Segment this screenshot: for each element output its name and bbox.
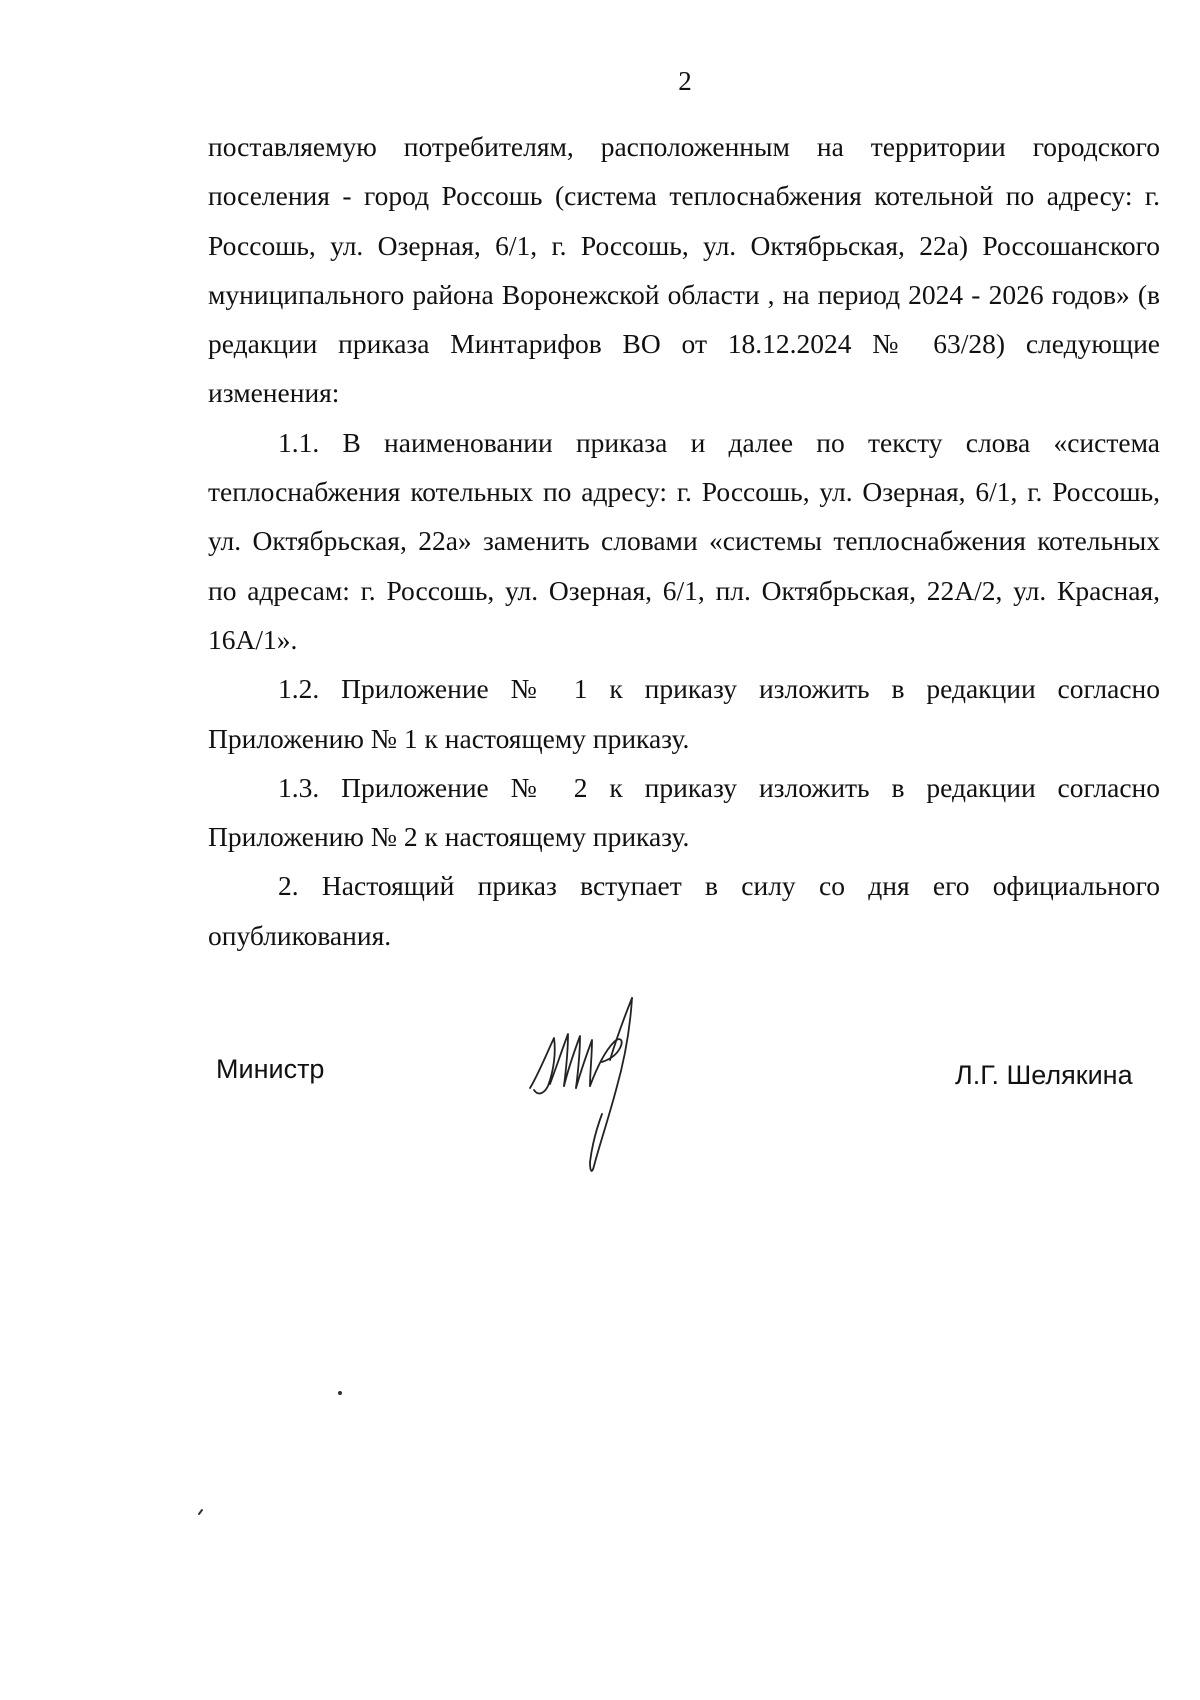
paragraph-item-1-3: 1.3. Приложение № 2 к приказу изложить в редакции согласно Приложению № 2 к настоящему приказу. bbox=[208, 771, 1160, 853]
page-number: 2 bbox=[678, 66, 692, 96]
signatory-name: Л.Г. Шелякина bbox=[955, 1060, 1133, 1090]
paragraph-continuation: поставляемую потребителям, расположенным на территории городского поселения - город Россошь (система теплоснабжения котельной по адресу: г. Россошь, ул. Озерная, 6/1, г. Россошь, ул. Октябрьская, 22а) Россошанского муниципального района Воронежской области , на период 2024 - 2026 годов» (в редакции приказа Минтарифов ВО от 18.12.2024 № 63/28) следующие изменения: bbox=[208, 131, 1160, 409]
document-body bbox=[208, 122, 1160, 960]
paragraph-item-1-2: 1.2. Приложение № 1 к приказу изложить в редакции согласно Приложению № 1 к настоящему приказу. bbox=[208, 673, 1160, 754]
paragraph-item-2: 2. Настоящий приказ вступает в силу со дня его официального опубликования. bbox=[208, 870, 1160, 951]
handwritten-signature bbox=[520, 990, 670, 1180]
signature-block bbox=[0, 990, 1200, 1190]
signatory-title: Министр bbox=[216, 1054, 325, 1084]
paragraph-item-1-1: 1.1. В наименовании приказа и далее по тексту слова «система теплоснабжения котельных по адресу: г. Россошь, ул. Озерная, 6/1, г. Россошь, ул. Октябрьская, 22а» заменить словами «системы теплоснабжения котельных по адресам: г. Россошь, ул. Озерная, 6/1, пл. Октябрьская, 22А/2, ул. Красная, 16А/1». bbox=[208, 426, 1160, 655]
